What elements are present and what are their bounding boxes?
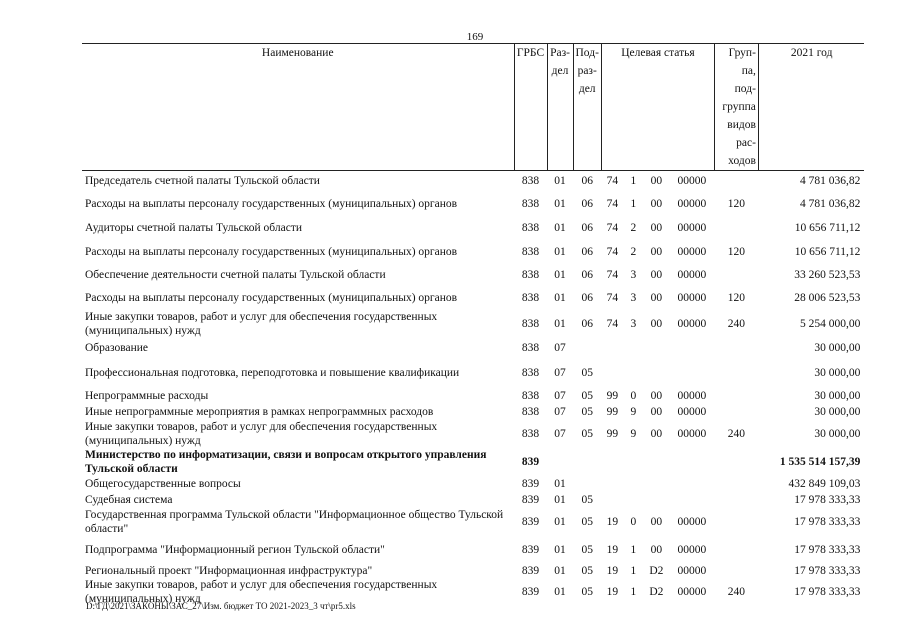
table-cell-name: Иные закупки товаров, работ и услуг для обеспечения государственных (муниципальных) нужд xyxy=(85,310,438,337)
table-cell-target-direction: 00000 xyxy=(677,564,707,577)
table-cell-name: Непрограммные расходы xyxy=(85,389,209,402)
table-cell-amount: 4 781 036,82 xyxy=(800,175,861,188)
table-cell-razdel: 01 xyxy=(554,585,566,598)
budget-table xyxy=(82,43,864,606)
table-cell-amount: 17 978 333,33 xyxy=(794,564,861,577)
header-podrazdel: Под- раз- дел xyxy=(573,44,601,171)
table-cell-amount: 17 978 333,33 xyxy=(794,585,861,598)
header-year: 2021 год xyxy=(758,44,864,171)
table-cell-name: Государственная программа Тульской области "Информационное общество Тульской области" xyxy=(85,508,504,535)
table-cell-name: Общегосударственные вопросы xyxy=(85,478,241,490)
table-cell-target-program xyxy=(601,359,623,387)
header-name: Наименование xyxy=(82,44,514,171)
table-row xyxy=(82,216,864,240)
table-cell-target-program: 99 xyxy=(606,406,619,418)
table-cell-target-program: 99 xyxy=(606,389,619,402)
table-cell-razdel: 01 xyxy=(554,494,566,506)
table-cell-amount: 10 656 711,12 xyxy=(794,245,861,258)
table-cell-target-event: 00 xyxy=(650,389,663,402)
table-cell-target-program: 74 xyxy=(606,317,619,330)
table-cell-target-program: 99 xyxy=(606,427,619,440)
table-row xyxy=(82,359,864,387)
header-grbs: ГРБС xyxy=(514,44,547,171)
table-cell-razdel: 07 xyxy=(554,406,566,418)
table-cell-amount: 30 000,00 xyxy=(814,427,861,440)
table-cell-expense-type xyxy=(714,387,758,405)
table-cell-amount: 4 781 036,82 xyxy=(800,197,861,210)
table-cell-target-direction: 00000 xyxy=(677,585,707,598)
table-cell-grbs: 838 xyxy=(521,197,540,210)
table-cell-name: Председатель счетной палаты Тульской области xyxy=(85,175,320,188)
table-cell-target-event: D2 xyxy=(649,585,664,598)
table-cell-podrazdel xyxy=(573,448,601,476)
table-cell-name: Судебная система xyxy=(85,494,173,506)
table-cell-grbs: 838 xyxy=(521,221,540,234)
table-cell-grbs: 839 xyxy=(521,585,540,598)
table-cell-expense-type: 120 xyxy=(727,291,746,304)
table-cell-expense-type xyxy=(714,171,758,192)
table-cell-name: Иные закупки товаров, работ и услуг для обеспечения государственных (муниципальных) нужд xyxy=(85,578,438,605)
table-cell-target-program: 74 xyxy=(606,221,619,234)
table-cell-razdel: 01 xyxy=(554,197,566,210)
table-cell-razdel: 01 xyxy=(554,515,566,528)
table-cell-podrazdel xyxy=(573,476,601,493)
table-row xyxy=(82,564,864,578)
table-row xyxy=(82,493,864,508)
table-cell-target-event: 00 xyxy=(650,406,663,418)
table-cell-target-subprogram: 3 xyxy=(630,317,637,330)
table-cell-target-program: 19 xyxy=(606,585,619,598)
table-cell-razdel: 07 xyxy=(554,342,566,354)
table-cell-amount: 28 006 523,53 xyxy=(794,291,861,304)
table-cell-podrazdel: 05 xyxy=(581,515,593,528)
table-cell-target-direction: 00000 xyxy=(677,245,707,258)
table-row xyxy=(82,264,864,286)
table-cell-razdel: 07 xyxy=(554,366,566,379)
table-cell-target-program: 19 xyxy=(606,515,619,528)
table-cell-target-direction xyxy=(669,476,714,493)
table-cell-expense-type: 240 xyxy=(727,585,746,598)
table-cell-target-program: 74 xyxy=(606,245,619,258)
table-cell-podrazdel: 05 xyxy=(581,389,593,402)
table-cell-target-event: 00 xyxy=(650,221,663,234)
table-cell-target-program: 19 xyxy=(606,564,619,577)
table-cell-podrazdel: 05 xyxy=(581,427,593,440)
table-cell-amount: 30 000,00 xyxy=(814,366,861,379)
table-cell-grbs: 839 xyxy=(521,455,540,468)
header-tselevaya: Целевая статья xyxy=(601,44,714,171)
table-cell-razdel: 01 xyxy=(554,268,566,281)
table-cell-expense-type xyxy=(714,536,758,564)
table-cell-target-subprogram: 2 xyxy=(630,221,637,234)
table-row xyxy=(82,405,864,420)
table-row xyxy=(82,508,864,536)
table-cell-amount: 432 849 109,03 xyxy=(788,478,861,490)
table-cell-podrazdel: 05 xyxy=(581,406,593,418)
table-cell-target-event: 00 xyxy=(650,317,663,330)
file-path-footer: D:\ГД\2021\ЗАКОНЫ\ЗАС_27\Изм. бюджет ТО 2021-2023_3 чт\pr5.xls xyxy=(86,601,356,611)
table-cell-target-subprogram: 1 xyxy=(630,175,637,188)
table-cell-podrazdel: 05 xyxy=(581,494,593,506)
table-cell-target-program: 19 xyxy=(606,543,619,556)
table-cell-expense-type xyxy=(714,564,758,578)
table-cell-target-event xyxy=(643,448,669,476)
table-cell-amount: 33 260 523,53 xyxy=(794,268,861,281)
table-cell-target-program: 74 xyxy=(606,268,619,281)
table-cell-target-subprogram: 0 xyxy=(630,515,637,528)
table-cell-target-subprogram: 2 xyxy=(630,245,637,258)
table-cell-target-direction: 00000 xyxy=(677,427,707,440)
table-cell-expense-type: 240 xyxy=(727,317,746,330)
table-cell-target-direction: 00000 xyxy=(677,221,707,234)
table-cell-target-program xyxy=(601,448,623,476)
table-cell-podrazdel: 05 xyxy=(581,564,593,577)
table-row xyxy=(82,310,864,338)
table-cell-podrazdel: 05 xyxy=(581,543,593,556)
table-cell-podrazdel: 05 xyxy=(581,585,593,598)
table-cell-grbs: 838 xyxy=(521,268,540,281)
table-cell-target-event: 00 xyxy=(650,245,663,258)
table-cell-razdel: 01 xyxy=(554,291,566,304)
table-cell-expense-type: 120 xyxy=(727,197,746,210)
table-cell-amount: 17 978 333,33 xyxy=(794,543,861,556)
table-cell-name: Министерство по информатизации, связи и вопросам открытого управления Тульской области xyxy=(85,448,487,475)
table-cell-podrazdel: 06 xyxy=(581,317,593,330)
table-cell-target-event xyxy=(643,338,669,359)
table-cell-name: Иные непрограммные мероприятия в рамках непрограммных расходов xyxy=(85,406,434,418)
table-cell-target-direction: 00000 xyxy=(677,175,707,188)
table-cell-expense-type xyxy=(714,448,758,476)
table-cell-razdel: 07 xyxy=(554,389,566,402)
table-row xyxy=(82,338,864,359)
table-cell-name: Обеспечение деятельности счетной палаты Тульской области xyxy=(85,268,386,281)
table-cell-target-subprogram xyxy=(623,359,643,387)
table-cell-target-direction xyxy=(669,359,714,387)
table-cell-name: Профессиональная подготовка, переподготовка и повышение квалификации xyxy=(85,366,460,379)
table-cell-name: Расходы на выплаты персоналу государственных (муниципальных) органов xyxy=(85,245,458,258)
table-cell-target-direction: 00000 xyxy=(677,406,707,418)
table-cell-target-program xyxy=(601,338,623,359)
table-cell-razdel xyxy=(547,448,573,476)
table-row xyxy=(82,448,864,476)
table-cell-target-direction: 00000 xyxy=(677,543,707,556)
table-cell-target-program xyxy=(601,493,623,508)
table-cell-target-event: 00 xyxy=(650,197,663,210)
table-cell-target-subprogram: 1 xyxy=(630,564,637,577)
table-cell-name: Региональный проект "Информационная инфраструктура" xyxy=(85,564,373,577)
table-cell-grbs: 839 xyxy=(521,543,540,556)
table-cell-target-event xyxy=(643,476,669,493)
table-cell-target-subprogram: 0 xyxy=(630,389,637,402)
table-cell-target-subprogram: 9 xyxy=(630,406,637,418)
table-cell-target-direction: 00000 xyxy=(677,389,707,402)
table-cell-expense-type xyxy=(714,508,758,536)
table-cell-target-subprogram: 1 xyxy=(630,197,637,210)
page-number: 169 xyxy=(466,31,484,43)
table-cell-expense-type xyxy=(714,338,758,359)
table-cell-target-direction: 00000 xyxy=(677,268,707,281)
table-cell-podrazdel xyxy=(573,338,601,359)
table-cell-target-program: 74 xyxy=(606,291,619,304)
table-cell-expense-type: 240 xyxy=(727,427,746,440)
table-cell-name: Расходы на выплаты персоналу государственных (муниципальных) органов xyxy=(85,291,458,304)
table-cell-grbs: 838 xyxy=(521,406,540,418)
table-cell-name: Подпрограмма "Информационный регион Тульской области" xyxy=(85,543,385,556)
table-cell-grbs: 839 xyxy=(521,478,540,490)
table-cell-razdel: 01 xyxy=(554,221,566,234)
table-cell-razdel: 01 xyxy=(554,478,566,490)
table-cell-target-direction: 00000 xyxy=(677,317,707,330)
table-row xyxy=(82,192,864,216)
table-cell-target-event: 00 xyxy=(650,291,663,304)
table-cell-target-subprogram xyxy=(623,476,643,493)
table-cell-target-subprogram: 1 xyxy=(630,543,637,556)
table-cell-target-direction xyxy=(669,493,714,508)
table-cell-grbs: 838 xyxy=(521,366,540,379)
table-row xyxy=(82,171,864,192)
table-row xyxy=(82,240,864,264)
table-cell-target-program: 74 xyxy=(606,197,619,210)
table-cell-razdel: 01 xyxy=(554,245,566,258)
table-cell-grbs: 838 xyxy=(521,317,540,330)
table-header xyxy=(82,44,864,171)
table-cell-target-direction: 00000 xyxy=(677,515,707,528)
table-cell-expense-type xyxy=(714,493,758,508)
table-cell-target-subprogram: 1 xyxy=(630,585,637,598)
header-gruppa: Груп- па, под- группа видов рас- ходов xyxy=(714,44,758,171)
table-cell-target-subprogram: 3 xyxy=(630,291,637,304)
table-cell-target-subprogram xyxy=(623,493,643,508)
table-cell-podrazdel: 06 xyxy=(581,268,593,281)
table-cell-grbs: 838 xyxy=(521,427,540,440)
table-cell-podrazdel: 06 xyxy=(581,245,593,258)
table-cell-grbs: 838 xyxy=(521,245,540,258)
table-row xyxy=(82,536,864,564)
table-cell-target-event: 00 xyxy=(650,515,663,528)
table-cell-amount: 5 254 000,00 xyxy=(800,317,861,330)
table-cell-grbs: 838 xyxy=(521,175,540,188)
table-cell-amount: 30 000,00 xyxy=(814,406,861,418)
table-cell-amount: 30 000,00 xyxy=(814,389,861,402)
table-cell-razdel: 01 xyxy=(554,543,566,556)
table-cell-grbs: 839 xyxy=(521,515,540,528)
table-cell-razdel: 01 xyxy=(554,317,566,330)
table-cell-target-direction: 00000 xyxy=(677,291,707,304)
table-cell-amount: 1 535 514 157,39 xyxy=(779,455,861,468)
table-row xyxy=(82,420,864,448)
table-cell-expense-type xyxy=(714,216,758,240)
table-cell-razdel: 01 xyxy=(554,564,566,577)
table-cell-podrazdel: 06 xyxy=(581,197,593,210)
table-cell-target-direction: 00000 xyxy=(677,197,707,210)
table-cell-target-event xyxy=(643,493,669,508)
table-cell-target-program xyxy=(601,476,623,493)
table-cell-name: Образование xyxy=(85,342,149,354)
table-cell-name: Аудиторы счетной палаты Тульской области xyxy=(85,221,303,234)
table-cell-expense-type xyxy=(714,264,758,286)
table-cell-grbs: 838 xyxy=(521,342,540,354)
table-cell-razdel: 01 xyxy=(554,175,566,188)
table-cell-podrazdel: 06 xyxy=(581,221,593,234)
table-cell-grbs: 838 xyxy=(521,291,540,304)
table-row xyxy=(82,387,864,405)
table-cell-amount: 17 978 333,33 xyxy=(794,494,861,506)
table-cell-grbs: 839 xyxy=(521,494,540,506)
table-row xyxy=(82,476,864,493)
header-razdel: Раз- дел xyxy=(547,44,573,171)
table-cell-target-event: D2 xyxy=(649,564,664,577)
table-cell-target-program: 74 xyxy=(606,175,619,188)
table-cell-expense-type xyxy=(714,476,758,493)
table-cell-amount: 30 000,00 xyxy=(814,342,861,354)
table-cell-expense-type: 120 xyxy=(727,245,746,258)
table-cell-target-subprogram xyxy=(623,448,643,476)
table-cell-target-subprogram: 9 xyxy=(630,427,637,440)
table-cell-target-event xyxy=(643,359,669,387)
table-cell-grbs: 838 xyxy=(521,389,540,402)
table-cell-podrazdel: 06 xyxy=(581,175,593,188)
table-cell-name: Расходы на выплаты персоналу государственных (муниципальных) органов xyxy=(85,197,458,210)
table-cell-expense-type xyxy=(714,359,758,387)
table-cell-target-event: 00 xyxy=(650,175,663,188)
table-cell-target-event: 00 xyxy=(650,427,663,440)
table-cell-target-event: 00 xyxy=(650,268,663,281)
table-cell-grbs: 839 xyxy=(521,564,540,577)
table-cell-name: Иные закупки товаров, работ и услуг для обеспечения государственных (муниципальных) нужд xyxy=(85,420,438,447)
table-row xyxy=(82,286,864,310)
table-cell-podrazdel: 05 xyxy=(581,366,593,379)
table-cell-target-subprogram xyxy=(623,338,643,359)
table-cell-razdel: 07 xyxy=(554,427,566,440)
table-cell-amount: 10 656 711,12 xyxy=(794,221,861,234)
table-cell-target-subprogram: 3 xyxy=(630,268,637,281)
table-body xyxy=(82,171,864,606)
table-cell-expense-type xyxy=(714,405,758,420)
table-cell-target-direction xyxy=(669,448,714,476)
table-cell-target-event: 00 xyxy=(650,543,663,556)
table-cell-target-direction xyxy=(669,338,714,359)
table-cell-podrazdel: 06 xyxy=(581,291,593,304)
table-cell-amount: 17 978 333,33 xyxy=(794,515,861,528)
